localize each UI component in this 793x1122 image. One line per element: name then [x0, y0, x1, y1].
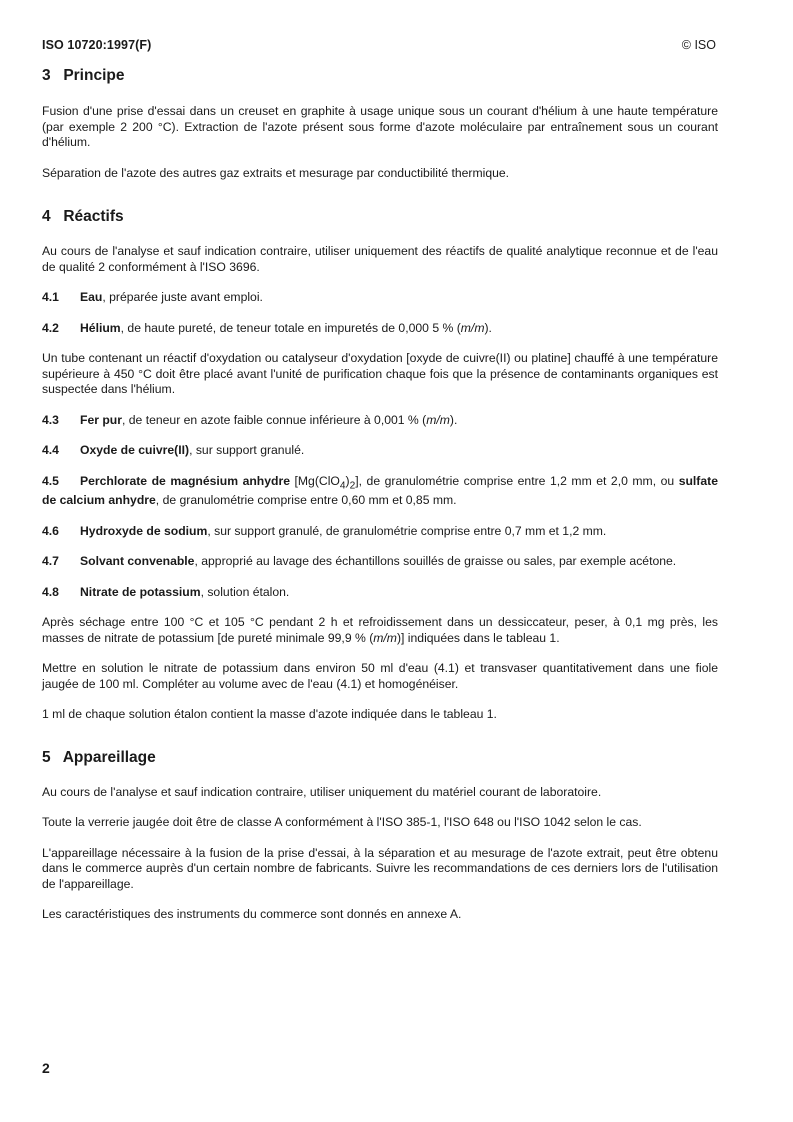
clause-text: , approprié au lavage des échantillons souillés de graisse ou sales, par exemple acétone.	[194, 554, 677, 569]
page-content	[42, 66, 718, 923]
clause-term: Hydroxyde de sodium	[80, 523, 208, 538]
section-number: 4	[42, 208, 51, 225]
clause-text: , solution étalon.	[200, 584, 290, 599]
clause-text-end: ).	[449, 412, 458, 427]
section-title: Appareillage	[62, 748, 156, 766]
clause-text: , préparée juste avant emploi.	[102, 290, 263, 304]
text-part: Après séchage entre 100 °C et 105 °C pendant 2 h et refroidissement dans un dessiccateur, peser, à 0,1 mg près, les masses de nitrate de potassium [de pureté minimale 99,9 % (	[42, 615, 718, 645]
subscript: 4	[339, 479, 346, 491]
clause-term: Oxyde de cuivre(II)	[80, 443, 190, 457]
clause-number: 4.5	[42, 473, 59, 488]
text-part: )] indiquées dans le tableau 1.	[396, 630, 560, 645]
paragraph: Les caractéristiques des instruments du commerce sont donnés en annexe A.	[42, 907, 462, 922]
clause-number: 4.8	[42, 584, 59, 599]
clause-number: 4.6	[42, 523, 59, 538]
paragraph: L'appareillage nécessaire à la fusion de la prise d'essai, à la séparation et au mesurage de l'azote extrait, peut être obtenu dans le commerce auprès d'un certain nombre de fabricants. Suivre les recommandations de ces derniers lors de l'utilisation de l'appareillage.	[42, 845, 718, 891]
clause-number: 4.2	[42, 320, 59, 335]
clause-4-7	[42, 554, 718, 570]
clause-number: 4.4	[42, 443, 59, 457]
clause-4-3	[42, 413, 718, 429]
page-number: 2	[42, 1060, 50, 1076]
unit-italic: m/m	[460, 320, 485, 335]
paragraph: Au cours de l'analyse et sauf indication contraire, utiliser uniquement du matériel courant de laboratoire.	[42, 784, 602, 799]
section-title: Réactifs	[63, 208, 124, 225]
clause-number: 4.7	[42, 554, 59, 569]
formula-part: [Mg(ClO	[290, 473, 340, 488]
subscript: 2	[349, 479, 356, 491]
clause-term: Perchlorate de magnésium anhydre	[80, 473, 290, 488]
copyright-notice: © ISO	[681, 38, 716, 52]
clause-term: Nitrate de potassium	[80, 584, 201, 599]
paragraph	[42, 615, 718, 646]
formula-part: )	[345, 473, 350, 488]
paragraph: Au cours de l'analyse et sauf indication contraire, utiliser uniquement des réactifs de qualité analytique reconnue et de l'eau de qualité 2 conformément à l'ISO 3696.	[42, 244, 718, 274]
clause-text: , sur support granulé.	[189, 443, 305, 457]
clause-text: , de haute pureté, de teneur totale en impuretés de 0,000 5 % (	[120, 320, 461, 335]
clause-text: , sur support granulé, de granulométrie comprise entre 0,7 mm et 1,2 mm.	[207, 523, 607, 538]
clause-term-alt: sulfate de calcium anhydre	[42, 473, 718, 508]
clause-number: 4.1	[42, 290, 59, 304]
section-title: Principe	[63, 67, 125, 84]
standard-reference: ISO 10720:1997(F)	[42, 38, 152, 52]
section-5-heading	[42, 748, 718, 768]
clause-text: , de teneur en azote faible connue inférieure à 0,001 % (	[121, 412, 427, 427]
unit-italic: m/m	[426, 412, 450, 427]
section-number: 3	[42, 67, 51, 84]
paragraph: Mettre en solution le nitrate de potassium dans environ 50 ml d'eau (4.1) et transvaser quantitativement dans une fiole jaugée de 100 ml. Compléter au volume avec de l'eau (4.1) et homogénéiser.	[42, 661, 718, 691]
clause-term: Hélium	[80, 320, 121, 335]
unit-italic: m/m	[373, 630, 397, 645]
clause-4-5	[42, 474, 718, 509]
clause-4-1	[42, 290, 718, 306]
formula-part: ], de granulométrie comprise entre 1,2 mm et 2,0 mm, ou	[355, 473, 679, 488]
clause-4-4	[42, 443, 718, 459]
clause-text: , de granulométrie comprise entre 0,60 mm et 0,85 mm.	[155, 493, 457, 508]
clause-4-8	[42, 585, 718, 601]
clause-4-2	[42, 321, 718, 337]
paragraph: Séparation de l'azote des autres gaz extraits et mesurage par conductibilité thermique.	[42, 165, 510, 180]
section-4-heading	[42, 207, 718, 227]
clause-4-6	[42, 524, 718, 540]
section-3-heading	[42, 66, 718, 86]
paragraph: 1 ml de chaque solution étalon contient la masse d'azote indiquée dans le tableau 1.	[42, 707, 497, 722]
section-number: 5	[42, 748, 51, 766]
paragraph: Toute la verrerie jaugée doit être de classe A conformément à l'ISO 385-1, l'ISO 648 ou l'ISO 1042 selon le cas.	[42, 815, 642, 830]
paragraph: Un tube contenant un réactif d'oxydation ou catalyseur d'oxydation [oxyde de cuivre(II) ou platine] chauffé à une température supérieure à 450 °C doit être placé avant l'unité de purification chaque fois que la présence de contaminants organiques est suspectée dans l'hélium.	[42, 351, 718, 396]
clause-number: 4.3	[42, 412, 59, 427]
clause-term: Solvant convenable	[80, 554, 195, 569]
paragraph: Fusion d'une prise d'essai dans un creuset en graphite à usage unique sous un courant d'hélium à une haute température (par exemple 2 200 °C). Extraction de l'azote présent sous forme d'azote moléculaire par entraînement sous un courant d'hélium.	[42, 104, 718, 149]
clause-text-end: ).	[484, 320, 492, 335]
clause-term: Fer pur	[80, 412, 122, 427]
clause-term: Eau	[80, 290, 103, 304]
